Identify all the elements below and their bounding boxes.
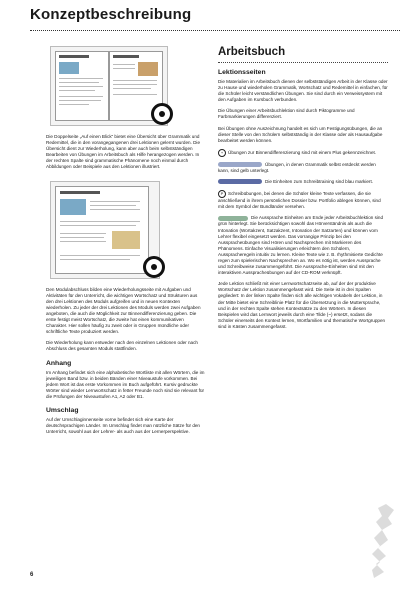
grammatik-label: Übungen, in denen Grammatik selbst entdeckt werden kann, sind gelb unterlegt. [218, 161, 376, 173]
title-divider [30, 30, 400, 31]
schreibtraining-label: Die Einheiten zum Schreibtraining sind blau markiert. [265, 179, 374, 185]
text-differenzierung: Die Übungen einer Arbeitsbuchlektion sind durch Piktogramme und Farbmarkierungen differenziert. [218, 108, 355, 120]
thumb-page-module [55, 186, 149, 274]
portfolio-icon: P [218, 190, 226, 198]
right-column [218, 46, 388, 335]
heading-umschlag: Umschlag [46, 406, 79, 414]
text-schreibtraining [218, 179, 388, 185]
page-title: Konzeptbeschreibung [30, 6, 192, 23]
text-portfolio [218, 190, 388, 210]
schreibtraining-marker-icon [218, 179, 262, 184]
left-column [46, 46, 206, 440]
text-arbeitsbuch-intro: Die Materialien im Arbeitsbuch dienen der selbstständigen Arbeit in der Klasse oder zu Hause und wiederholen Grammatik, Wortschatz und Redemittel in einfachen, für die Schüler leicht verständlichen Übungen. Sie sind durch ein Verweissystem mit den Aufgaben im Kursbuch verbunden. [218, 79, 388, 103]
cd-badge-icon [143, 256, 165, 278]
text-aussprache [218, 215, 388, 276]
text-lernwortschatz: Jede Lektion schließt mit einer Lernwortschatzseite ab, auf der der produktive Wortschatz der Lektion zusammengefasst wird. Die Seite ist in drei Spalten gegliedert: In der linken Spalte finden sich alle wichtigen Vokabeln der Lektion, in der Mitte bietet eine Schreiblinie Platz für die Übersetzung in die Muttersprache, und in der rechten Spalte stehen Kontextsätze zu den Wörtern. In diesen Beispielen wird das Lernwort jeweils durch eine Tilde (~) ersetzt, sodass die Schüler einerseits den Kontext lernen, Wortfamilien und thematische Wortgruppen sind in Kästen zusammengefasst. [218, 281, 386, 329]
aussprache-marker-icon [218, 216, 248, 221]
caption-modulabschluss: Den Modulabschluss bilden eine Wiederholungsseite mit Aufgaben und Aktivitäten für den Unterricht, die wichtigen Wortschatz und Strukturen aus den drei Lektionen des Moduls aufgreifen und in neuen Kontexten wiederholen. Zu jeder der drei Lektionen des Moduls werden zwei Aufgaben angeboten, die auch die Möglichkeit zur Binnendifferenzierung geben. Die erste festigt meist Wortschatz, die zweite hat einen kommunikativen Charakter. Hier sollen häufig zu zweit oder in Gruppen mündliche oder schriftliche Texte produziert werden. [46, 286, 201, 335]
grammatik-marker-icon [218, 162, 262, 167]
text-grammatik [218, 162, 388, 174]
heading-lektionsseiten: Lektionsseiten [218, 69, 266, 76]
aussprache-text: Die Aussprache Einheiten am Ende jeder Arbeitsbuchlektion sind grün hinterlegt. Sie berücksichtigen sowohl das Hörverständnis als auch die Intonation (Wortakzent, Satzakzent, Intonation der Satzarten) und können vom Lehrer flexibel eingesetzt werden. Das vorrangige Prinzip bei den Ausspracheübungen sind Hören und Nachsprechen mit Markieren des Phänomens. Einfache Visualisierungen erleichtern den Schülern, Ausspracheregeln intuitiv zu lernen. Kleine Texte wie z. B. rhythmisierte Gedichte regen zum spielerischen Nachsprechen an. Wo es nötig ist, werden Aussprache und Schreibweise zusammengeführt. Die Aussprache-Einheiten sind mit den interaktiven Ausspracheübungen auf der CD-ROM verknüpft. [218, 215, 384, 276]
text-umschlag: Auf der Umschlaginnenseite vorne befindet sich eine Karte der deutschsprachigen Länder. Im Umschlag findet man nützliche Sätze für den Unterricht, sowohl aus der Lehrer- als auch aus der Lernerperspektive. [46, 416, 200, 435]
binnendiff-rest: sind mit einem Plus gekennzeichnet. [301, 150, 377, 156]
auf-einen-blick-thumbnail [50, 46, 168, 126]
caption-auf-einen-blick: Die Doppelseite „Auf einen Blick“ bietet eine Übersicht über Grammatik und Redemittel, die in den vorangegangenen drei Lektionen gelernt wurden. Die Übersicht dient zur Wiederholung, kann aber auch beim selbstständigen Bearbeiten von Übungen im Arbeitsbuch als Hilfe herangezogen werden. In der rechten Spalte sind grammatische Phänomene noch einmal durch Abbildungen oder Beispiele aus den Lektionen illustriert. [46, 134, 200, 170]
watermark-figure-icon [368, 500, 398, 580]
binnendiff-label: Übungen zur Binnendifferenzierung [228, 150, 301, 156]
heading-anhang: Anhang [46, 359, 72, 367]
section-divider [218, 62, 388, 63]
thumb-page-left [55, 51, 109, 121]
caption-wiederholung: Die Wiederholung kann entweder nach den einzelnen Lektionen oder nach Abschluss des gesamten Moduls stattfinden. [46, 340, 198, 352]
modulabschluss-thumbnail [50, 181, 160, 279]
text-binnendifferenzierung [218, 149, 388, 157]
heading-arbeitsbuch: Arbeitsbuch [218, 46, 286, 58]
cd-badge-icon [151, 103, 173, 125]
page-number: 6 [30, 572, 34, 578]
plus-icon: + [218, 149, 226, 157]
text-anhang: Im Anhang befindet sich eine alphabetische Wortliste mit allen Wörtern, die im jeweiligen Band bzw. in beiden Bänden einer Niveaustufe vorkommen. Bei jedem Wort ist das erste Vorkommen im Buch aufgeführt. Kursiv gedruckte Wörter sind wieder Lernwortschatz in fetter Freunde noch sind sie relevant für die Prüfungen der Niveaustufen A1, A2 oder B1. [46, 369, 205, 399]
portfolio-text: Schreibübungen, bei denen die Schüler kleine Texte verfassen, die sie anschließend in ihrem persönlichen Dossier bzw. Portfolio ablegen können, sind mit dem Symbol der Bundländer versehen. [218, 191, 381, 210]
text-festigung: Bei Übungen ohne Auszeichnung handelt es sich um Festigungsübungen, die an dieser Stelle von den Schülern selbstständig in der Klasse oder als Hausaufgabe bearbeitet werden können. [218, 125, 383, 143]
